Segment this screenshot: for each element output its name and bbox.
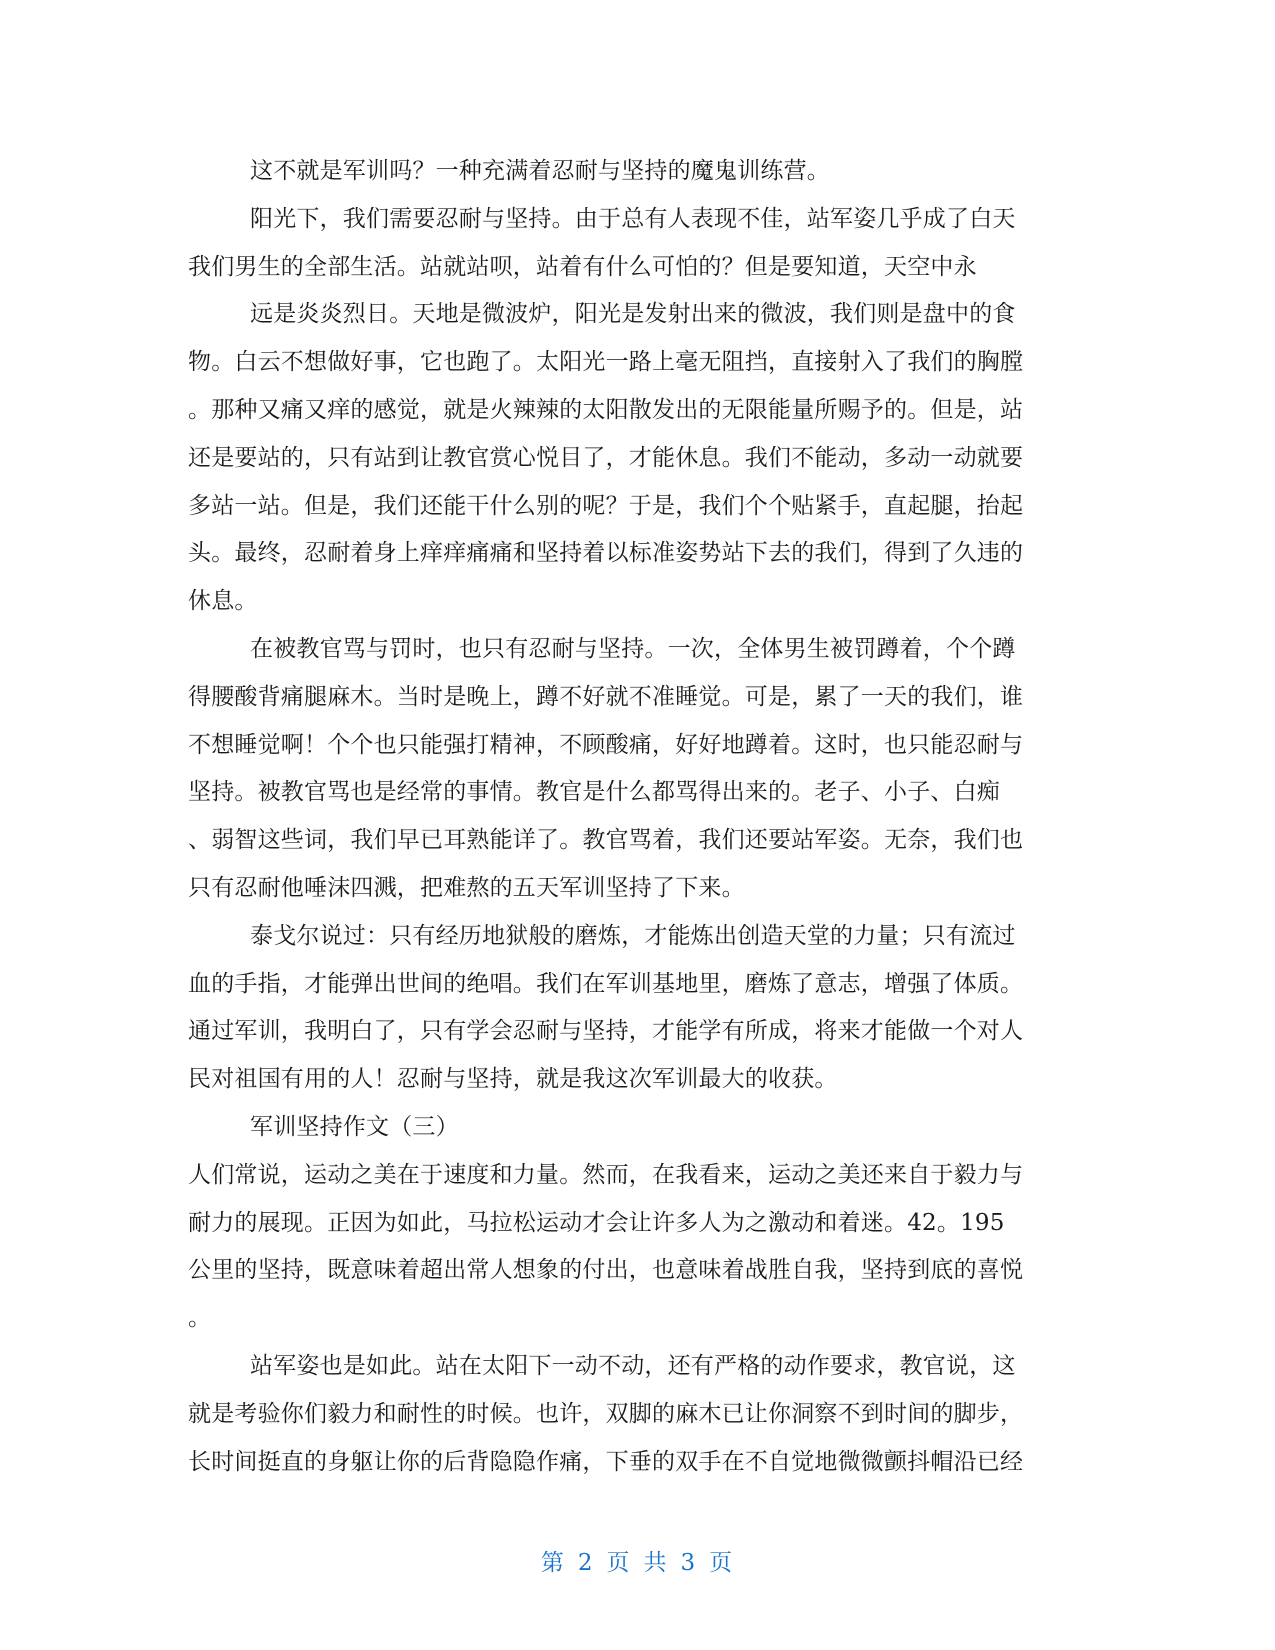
footer-label-total-unit: 页 — [709, 1550, 735, 1576]
text-line: 泰戈尔说过：只有经历地狱般的磨炼，才能炼出创造天堂的力量；只有流过 — [250, 922, 1016, 949]
text-line: 、弱智这些词，我们早已耳熟能详了。教官骂着，我们还要站军姿。无奈，我们也 — [188, 827, 1024, 854]
text-line: 在被教官骂与罚时，也只有忍耐与坚持。一次，全体男生被罚蹲着，个个蹲 — [250, 635, 1016, 662]
text-line: 公里的坚持，既意味着超出常人想象的付出，也意味着战胜自我，坚持到底的喜悦 — [188, 1257, 1024, 1284]
text-line: 人们常说，运动之美在于速度和力量。然而，在我看来，运动之美还来自于毅力与 — [188, 1161, 1024, 1188]
text-line: 血的手指，才能弹出世间的绝唱。我们在军训基地里，磨炼了意志，增强了体质。 — [188, 970, 1024, 997]
text-line: 远是炎炎烈日。天地是微波炉，阳光是发射出来的微波，我们则是盘中的食 — [250, 301, 1016, 328]
text-line: 阳光下，我们需要忍耐与坚持。由于总有人表现不佳，站军姿几乎成了白天 — [250, 205, 1016, 232]
footer-total-pages: 3 — [680, 1550, 698, 1576]
page-footer — [0, 1544, 1275, 1577]
text-line: 站军姿也是如此。站在太阳下一动不动，还有严格的动作要求，教官说，这 — [250, 1352, 1016, 1379]
text-line: 不想睡觉啊！个个也只能强打精神，不顾酸痛，好好地蹲着。这时，也只能忍耐与 — [188, 731, 1024, 758]
text-line: 我们男生的全部生活。站就站呗，站着有什么可怕的？但是要知道，天空中永 — [188, 253, 977, 280]
text-line: 长时间挺直的身躯让你的后背隐隐作痛，下垂的双手在不自觉地微微颤抖帽沿已经 — [188, 1448, 1024, 1475]
text-line: 。 — [188, 1305, 212, 1332]
text-line: 只有忍耐他唾沫四溅，把难熬的五天军训坚持了下来。 — [188, 874, 745, 901]
text-line: 得腰酸背痛腿麻木。当时是晚上，蹲不好就不准睡觉。可是，累了一天的我们，谁 — [188, 683, 1024, 710]
footer-label-page-unit: 页 — [606, 1550, 632, 1576]
footer-label-total: 共 — [643, 1550, 669, 1576]
text-line: 耐力的展现。正因为如此，马拉松运动才会让许多人为之激动和着迷。42。195 — [188, 1209, 1005, 1236]
text-line: 物。白云不想做好事，它也跑了。太阳光一路上毫无阻挡，直接射入了我们的胸膛 — [188, 349, 1024, 376]
text-line: 这不就是军训吗？一种充满着忍耐与坚持的魔鬼训练营。 — [250, 158, 830, 184]
text-line: 头。最终，忍耐着身上痒痒痛痛和坚持着以标准姿势站下去的我们，得到了久违的 — [188, 540, 1024, 567]
text-line: 多站一站。但是，我们还能干什么别的呢？于是，我们个个贴紧手，直起腿，抬起 — [188, 492, 1024, 519]
footer-current-page: 2 — [577, 1550, 595, 1576]
text-line: 军训坚持作文（三） — [250, 1113, 459, 1140]
footer-label-page: 第 — [540, 1550, 566, 1576]
document-body — [188, 148, 1090, 1486]
text-line: 坚持。被教官骂也是经常的事情。教官是什么都骂得出来的。老子、小子、白痴 — [188, 779, 1000, 806]
text-line: 休息。 — [188, 588, 258, 615]
text-line: 就是考验你们毅力和耐性的时候。也许，双脚的麻木已让你洞察不到时间的脚步， — [188, 1400, 1024, 1427]
text-line: 。那种又痛又痒的感觉，就是火辣辣的太阳散发出的无限能量所赐予的。但是，站 — [188, 396, 1024, 423]
text-line: 还是要站的，只有站到让教官赏心悦目了，才能休息。我们不能动，多动一动就要 — [188, 444, 1024, 471]
text-line: 民对祖国有用的人！忍耐与坚持，就是我这次军训最大的收获。 — [188, 1066, 838, 1093]
text-line: 通过军训，我明白了，只有学会忍耐与坚持，才能学有所成，将来才能做一个对人 — [188, 1018, 1024, 1045]
